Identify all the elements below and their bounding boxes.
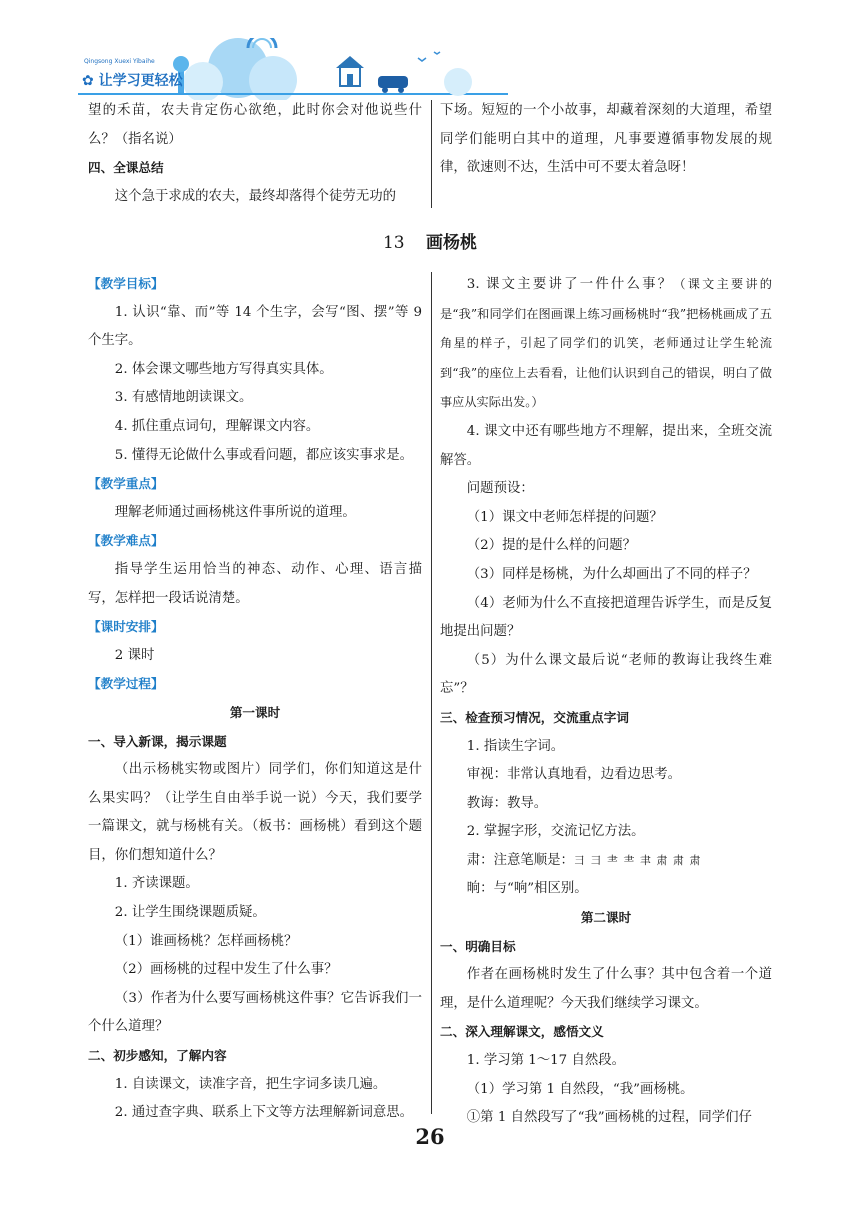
goal-item: 5. 懂得无论做什么事或看问题，都应该实事求是。 [114,447,414,463]
summary-paragraph: 这个急于求成的农夫，最终却落得个徒劳无功的 [114,188,396,204]
preset-label: 问题预设： [466,481,534,497]
goal-heading: 【教学目标】 [88,276,164,291]
step-item: ①第 1 自然段写了“我”画杨桃的过程，同学们仔 [466,1110,752,1126]
question-item: （3）作者为什么要写画杨桃这件事？它告诉我们一个什么道理？ [88,990,422,1035]
preset-question: （1）课文中老师怎样提的问题？ [466,509,663,525]
column-divider-top [431,100,432,208]
period-heading: 第一课时 [229,704,281,720]
process-heading: 【教学过程】 [88,676,164,692]
continuation-paragraph: 望的禾苗，农夫肯定伤心欲绝，此时你会对他说些什么？（指名说） [88,103,422,147]
step-question: 3. 课文主要讲了一件什么事？ [466,277,674,292]
summary-continuation: 下场。短短的一个小故事，却藏着深刻的大道理，希望同学们能明白其中的道理，凡事要遵循事物发展的规律，欲速则不达，生活中可不要太着急呀！ [440,103,772,176]
lesson-number: 13 [382,233,405,253]
word-definition: 教诲：教导。 [466,795,548,811]
difficulty-text: 指导学生运用恰当的神态、动作、心理、语言描写，怎样把一段话说清楚。 [88,561,422,606]
preset-question: （5）为什么课文最后说“老师的教诲让我终生难忘”？ [440,652,772,697]
key-text: 理解老师通过画杨桃这件事所说的道理。 [114,504,356,520]
page-number: 26 [415,1124,445,1149]
step-item: 2. 让学生围绕课题质疑。 [114,905,266,921]
section-heading: 一、导入新课，揭示课题 [88,733,227,749]
step-item: 1. 自读课文，读准字音，把生字词多读几遍。 [114,1076,387,1092]
schedule-heading: 【课时安排】 [88,619,164,635]
step-item: 4. 课文中还有哪些地方不理解，提出来，全班交流解答。 [440,423,772,468]
section-heading: 一、明确目标 [440,938,516,954]
step-item: 1. 学习第 1～17 自然段。 [466,1053,626,1069]
step-item: 2. 通过查字典、联系上下文等方法理解新词意思。 [114,1105,414,1121]
step-item: 1. 指读生字词。 [466,738,565,754]
step-item: 2. 掌握字形，交流记忆方法。 [466,824,645,840]
word-definition: 晌：与“响”相区别。 [466,881,588,897]
stroke-order [440,847,772,876]
preset-question: （2）提的是什么样的问题？ [466,538,637,554]
section-heading: 三、检查预习情况，交流重点字词 [440,709,629,725]
section-heading: 二、初步感知，了解内容 [88,1048,227,1064]
intro-paragraph: （出示杨桃实物或图片）同学们，你们知道这是什么果实吗？（让学生自由举手说一说）今天，我们要学一篇课文，就与杨桃有关。（板书：画杨桃）看到这个题目，你们想知道什么？ [88,762,422,863]
top-right-column [440,97,772,183]
landscape-illustration [78,38,508,100]
difficulty-heading: 【教学难点】 [88,533,164,549]
step-item: （1）学习第 1 自然段，“我”画杨桃。 [466,1081,694,1097]
main-left-column [88,270,422,1128]
column-divider-main [431,272,432,1114]
lesson-name: 画杨桃 [426,233,478,253]
top-left-column [88,97,422,211]
question-item: （2）画杨桃的过程中发生了什么事？ [114,962,338,978]
preset-question: （3）同样是杨桃，为什么却画出了不同的样子？ [466,566,757,582]
period-heading: 第二课时 [580,910,632,926]
rabbit-icon: ✿ [82,73,94,89]
preset-question: （4）老师为什么不直接把道理告诉学生，而是反复地提出问题？ [440,595,772,640]
brand-subtitle: Qingsong Xuexi Yibaihe [84,58,155,65]
answer-note: （课文主要讲的是“我”和同学们在图画课上练习画杨桃时“我”把杨桃画成了五角星的样子，引起了同学们的讥笑，老师通过让学生轮流到“我”的座位上去看看，让他们认识到自己的错误，明白了做事应从实际出发。） [440,277,772,410]
lesson-title [0,228,860,253]
step-item: 1. 齐读课题。 [114,876,199,892]
goal-item: 4. 抓住重点词句，理解课文内容。 [114,418,320,434]
brand-logo [82,58,183,90]
question-item: （1）谁画杨桃？怎样画杨桃？ [114,933,298,949]
key-heading: 【教学重点】 [88,476,164,492]
section-heading: 四、全课总结 [88,160,164,176]
schedule-text: 2 课时 [114,647,155,663]
main-right-column [440,270,772,1133]
goal-item: 3. 有感情地朗读课文。 [114,390,253,406]
goal-item: 2. 体会课文哪些地方写得真实具体。 [114,361,333,377]
stroke-label: 肃：注意笔顺是： [466,852,574,868]
brand-text: 让学习更轻松 [98,73,183,89]
section-heading: 二、深入理解课文，感悟文义 [440,1024,604,1040]
word-definition: 审视：非常认真地看，边看边思考。 [466,767,682,783]
goal-item: 1. 认识“靠、而”等 14 个生字，会写“图、摆”等 9 个生字。 [88,304,422,349]
stroke-sequence: ⺕ ⺕ ⺻ ⺻ 聿 肃 肃 肃 [573,853,702,867]
goal-paragraph: 作者在画杨桃时发生了什么事？其中包含着一个道理，是什么道理呢？今天我们继续学习课文。 [440,967,772,1011]
header-banner [78,38,508,100]
step-item [440,270,772,418]
